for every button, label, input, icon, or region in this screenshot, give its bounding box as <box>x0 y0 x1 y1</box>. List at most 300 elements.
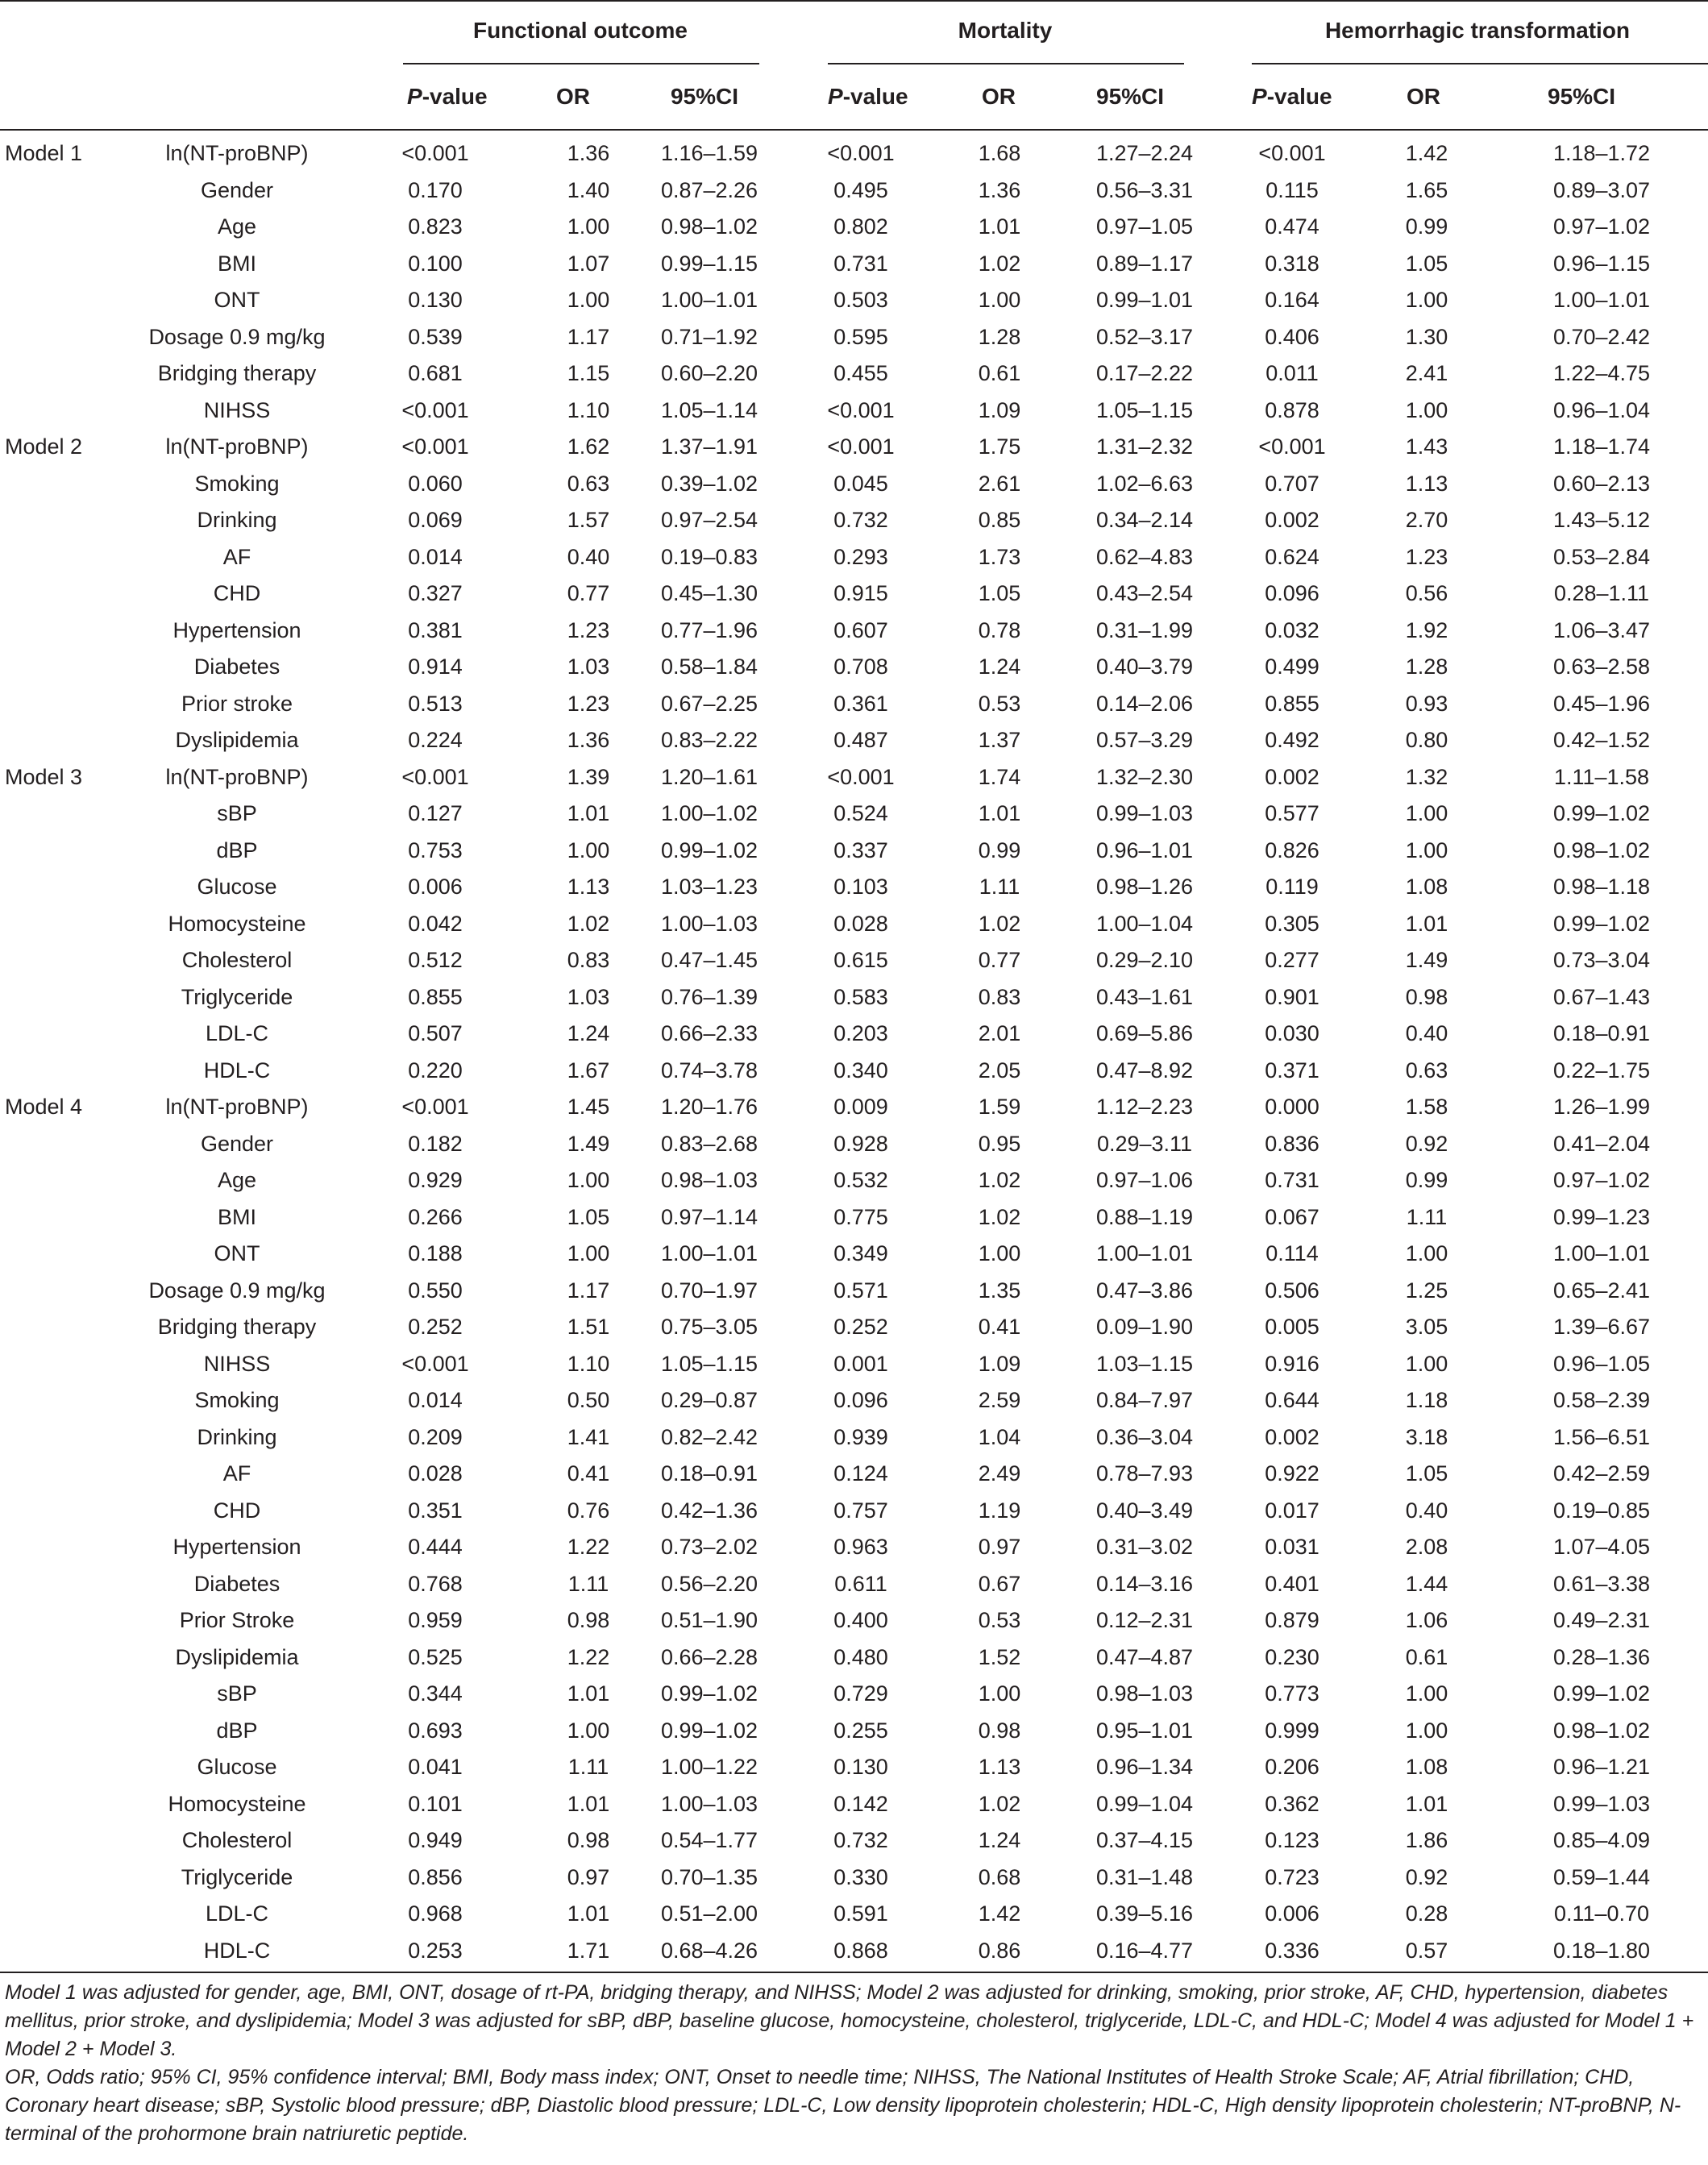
mortality-ci-cell: 0.56–3.31 <box>1095 177 1194 202</box>
mortality-or-cell: 1.74 <box>978 764 1021 789</box>
functional-ci-cell: 0.82–2.42 <box>660 1424 758 1449</box>
mortality-p-value-cell: 0.096 <box>833 1388 888 1412</box>
mortality-p-value-cell: <0.001 <box>827 764 895 789</box>
mortality-p-value-cell: 0.503 <box>833 288 888 312</box>
mortality-or-cell: 1.35 <box>978 1278 1021 1303</box>
mortality-p-value-cell: <0.001 <box>827 141 895 165</box>
mortality-p-value-cell: 0.732 <box>833 508 888 532</box>
variable-label: Bridging therapy <box>157 361 317 385</box>
functional-p-value-cell: 0.929 <box>408 1168 463 1192</box>
functional-p-value-cell: 0.513 <box>408 691 463 716</box>
mortality-p-value-cell: 0.455 <box>833 361 888 385</box>
hemorrhagic-ci-cell: 0.28–1.11 <box>1553 581 1650 605</box>
hemorrhagic-or-cell: 1.01 <box>1405 911 1448 936</box>
hemorrhagic-ci-cell: 0.96–1.05 <box>1552 1351 1651 1376</box>
functional-or-cell: 1.01 <box>567 1901 610 1926</box>
functional-p-value-cell: 0.539 <box>408 324 463 349</box>
hemorrhagic-ci-cell: 0.61–3.38 <box>1552 1571 1651 1596</box>
functional-p-value-cell: 0.028 <box>408 1461 463 1486</box>
hemorrhagic-or-cell: 1.18 <box>1405 1388 1448 1412</box>
functional-p-value-cell: 0.444 <box>408 1535 463 1559</box>
functional-or-cell: 1.07 <box>567 251 610 276</box>
hemorrhagic-or-cell: 1.06 <box>1405 1608 1448 1632</box>
variable-label: Prior Stroke <box>179 1608 295 1632</box>
hemorrhagic-p-value-cell: 0.114 <box>1265 1241 1319 1265</box>
hemorrhagic-or-cell: 1.05 <box>1405 1461 1448 1486</box>
mortality-ci-cell: 0.78–7.93 <box>1095 1461 1194 1486</box>
footnote-models: Model 1 was adjusted for gender, age, BMI, ONT, dosage of rt-PA, bridging therapy, and NIHSS; Model 2 was adjusted for drinking, smoking, prior stroke, AF, CHD, hypertension, diabetes mellitus, prior stroke, and dyslipidemia; Model 3 was adjusted for sBP, dBP, baseline glucose, homocysteine, cholesterol, triglyceride, LDL-C, and HDL-C; Model 4 was adjusted for Model 1 + Model 2 + Model 3. <box>5 1981 1694 2060</box>
functional-ci-cell: 0.99–1.02 <box>660 1681 758 1706</box>
mortality-or-cell: 1.75 <box>978 434 1021 459</box>
functional-ci-cell: 0.56–2.20 <box>660 1571 758 1596</box>
functional-p-value-cell: 0.753 <box>408 837 463 862</box>
functional-p-value-cell: <0.001 <box>401 434 469 459</box>
hemorrhagic-p-value-cell: 0.723 <box>1265 1864 1319 1889</box>
functional-p-value-cell: 0.042 <box>408 911 463 936</box>
hemorrhagic-ci-cell: 0.45–1.96 <box>1552 691 1651 716</box>
functional-ci-cell: 1.05–1.15 <box>660 1351 758 1376</box>
mortality-ci-cell: 0.47–8.92 <box>1095 1058 1194 1082</box>
functional-or-cell: 1.49 <box>567 1131 610 1156</box>
functional-ci-cell: 0.18–0.91 <box>660 1461 758 1486</box>
functional-p-value-cell: 0.006 <box>408 875 463 899</box>
hemorrhagic-or-cell: 1.49 <box>1405 948 1448 972</box>
functional-p-value-cell: 0.949 <box>408 1828 463 1852</box>
hemorrhagic-p-value-cell: 0.017 <box>1265 1498 1319 1523</box>
mortality-ci-cell: 1.31–2.32 <box>1095 434 1194 459</box>
hemorrhagic-or-cell: 1.65 <box>1405 177 1448 202</box>
variable-label: Smoking <box>194 1388 280 1412</box>
functional-ci-cell: 1.20–1.76 <box>660 1095 758 1119</box>
mortality-p-value-cell: 0.868 <box>833 1938 888 1963</box>
mortality-p-value-cell: 0.775 <box>833 1204 888 1229</box>
mortality-ci-cell: 0.36–3.04 <box>1095 1424 1194 1449</box>
variable-label: AF <box>222 1461 251 1486</box>
functional-ci-cell: 0.42–1.36 <box>660 1498 758 1523</box>
mortality-or-cell: 1.42 <box>978 1901 1021 1926</box>
variable-label: Dosage 0.9 mg/kg <box>148 1278 326 1303</box>
variable-label: sBP <box>217 801 257 825</box>
variable-label: LDL-C <box>205 1021 269 1045</box>
mortality-ci-cell: 0.57–3.29 <box>1095 728 1194 752</box>
mortality-or-cell: 1.02 <box>978 911 1021 936</box>
functional-ci-cell: 0.19–0.83 <box>660 544 758 569</box>
functional-ci-cell: 1.37–1.91 <box>660 434 758 459</box>
mortality-ci-cell: 0.95–1.01 <box>1095 1718 1194 1743</box>
hemorrhagic-or-cell: 0.92 <box>1405 1864 1448 1889</box>
hemorrhagic-ci-cell: 0.49–2.31 <box>1552 1608 1651 1632</box>
mortality-or-cell: 0.77 <box>978 948 1021 972</box>
bottom-rule <box>0 1972 1708 1973</box>
hemorrhagic-p-value-cell: 0.002 <box>1265 508 1319 532</box>
mortality-or-cell: 1.09 <box>978 1351 1021 1376</box>
functional-or-cell: 0.98 <box>567 1608 610 1632</box>
mortality-ci-cell: 0.96–1.34 <box>1095 1755 1194 1779</box>
hemorrhagic-ci-cell: 0.99–1.03 <box>1552 1791 1651 1816</box>
variable-label: BMI <box>217 251 256 276</box>
functional-ci-cell: 1.00–1.01 <box>660 1241 758 1265</box>
functional-or-cell: 0.50 <box>567 1388 610 1412</box>
mortality-ci-cell: 0.31–1.99 <box>1095 617 1194 642</box>
functional-ci-cell: 0.75–3.05 <box>660 1315 758 1339</box>
hemorrhagic-or-cell: 0.80 <box>1405 728 1448 752</box>
mortality-p-value-cell: 0.963 <box>833 1535 888 1559</box>
functional-ci-cell: 0.60–2.20 <box>660 361 758 385</box>
functional-or-cell: 1.24 <box>567 1021 610 1045</box>
mortality-p-value-cell: 0.349 <box>833 1241 888 1265</box>
variable-label: dBP <box>216 837 258 862</box>
hemorrhagic-ci-cell: 0.22–1.75 <box>1552 1058 1651 1082</box>
hemorrhagic-ci-cell: 0.67–1.43 <box>1552 984 1651 1009</box>
mortality-or-cell: 1.02 <box>978 1791 1021 1816</box>
hemorrhagic-or-cell: 0.63 <box>1405 1058 1448 1082</box>
functional-or-cell: 1.15 <box>567 361 610 385</box>
variable-label: BMI <box>217 1204 256 1229</box>
mortality-or-cell: 2.61 <box>978 471 1021 496</box>
mortality-p-value-cell: 0.337 <box>833 837 888 862</box>
mortality-p-value-cell: 0.532 <box>833 1168 888 1192</box>
variable-label: Hypertension <box>172 1535 301 1559</box>
functional-or-cell: 0.63 <box>567 471 610 496</box>
hemorrhagic-or-cell: 1.44 <box>1405 1571 1448 1596</box>
mortality-p-value-cell: 0.361 <box>833 691 888 716</box>
hemorrhagic-p-value-cell: 0.031 <box>1265 1535 1319 1559</box>
variable-label: Dyslipidemia <box>175 1644 299 1669</box>
hemorrhagic-or-cell: 2.41 <box>1405 361 1448 385</box>
functional-p-value-cell: 0.959 <box>408 1608 463 1632</box>
subheader-p-value: P-value <box>1252 84 1332 109</box>
mortality-ci-cell: 1.12–2.23 <box>1095 1095 1194 1119</box>
functional-or-cell: 1.01 <box>567 801 610 825</box>
hemorrhagic-or-cell: 1.92 <box>1405 617 1448 642</box>
hemorrhagic-or-cell: 1.08 <box>1405 1755 1448 1779</box>
mortality-ci-cell: 1.00–1.01 <box>1095 1241 1194 1265</box>
subheader-or: OR <box>982 84 1016 109</box>
functional-ci-cell: 0.98–1.03 <box>660 1168 758 1192</box>
functional-ci-cell: 0.58–1.84 <box>660 654 758 679</box>
mortality-ci-cell: 0.34–2.14 <box>1095 508 1194 532</box>
hemorrhagic-ci-cell: 0.89–3.07 <box>1552 177 1651 202</box>
mortality-p-value-cell: 0.611 <box>834 1571 887 1596</box>
hemorrhagic-ci-cell: 1.43–5.12 <box>1552 508 1651 532</box>
functional-or-cell: 1.00 <box>567 288 610 312</box>
hemorrhagic-p-value-cell: 0.406 <box>1265 324 1319 349</box>
mortality-or-cell: 2.01 <box>978 1021 1021 1045</box>
mortality-or-cell: 1.52 <box>978 1644 1021 1669</box>
functional-ci-cell: 0.47–1.45 <box>660 948 758 972</box>
hemorrhagic-p-value-cell: 0.000 <box>1265 1095 1319 1119</box>
functional-or-cell: 1.13 <box>567 875 610 899</box>
table-footnotes <box>5 1979 1702 2148</box>
hemorrhagic-or-cell: 0.57 <box>1405 1938 1448 1963</box>
hemorrhagic-ci-cell: 0.98–1.18 <box>1552 875 1651 899</box>
mortality-or-cell: 0.78 <box>978 617 1021 642</box>
hemorrhagic-ci-cell: 0.42–1.52 <box>1552 728 1651 752</box>
mortality-or-cell: 1.02 <box>978 251 1021 276</box>
hemorrhagic-p-value-cell: <0.001 <box>1258 434 1326 459</box>
mortality-ci-cell: 0.47–3.86 <box>1095 1278 1194 1303</box>
functional-p-value-cell: 0.100 <box>408 251 463 276</box>
mortality-ci-cell: 0.43–1.61 <box>1095 984 1194 1009</box>
hemorrhagic-p-value-cell: 0.096 <box>1265 581 1319 605</box>
functional-p-value-cell: 0.127 <box>408 801 463 825</box>
mortality-p-value-cell: 0.130 <box>833 1755 888 1779</box>
functional-p-value-cell: 0.266 <box>408 1204 463 1229</box>
mortality-p-value-cell: 0.252 <box>833 1315 888 1339</box>
mortality-ci-cell: 0.17–2.22 <box>1095 361 1194 385</box>
mortality-or-cell: 1.59 <box>978 1095 1021 1119</box>
functional-ci-cell: 0.66–2.33 <box>660 1021 758 1045</box>
functional-or-cell: 1.45 <box>567 1095 610 1119</box>
hemorrhagic-or-cell: 2.08 <box>1405 1535 1448 1559</box>
hemorrhagic-p-value-cell: 0.305 <box>1265 911 1319 936</box>
group-underline-functional-outcome <box>403 63 759 64</box>
functional-p-value-cell: 0.060 <box>408 471 463 496</box>
functional-ci-cell: 0.98–1.02 <box>660 214 758 239</box>
hemorrhagic-or-cell: 1.43 <box>1405 434 1448 459</box>
functional-ci-cell: 0.51–2.00 <box>660 1901 758 1926</box>
variable-label: CHD <box>213 581 261 605</box>
functional-ci-cell: 1.03–1.23 <box>660 875 758 899</box>
mortality-p-value-cell: 0.340 <box>833 1058 888 1082</box>
hemorrhagic-p-value-cell: 0.499 <box>1265 654 1319 679</box>
functional-p-value-cell: 0.381 <box>408 617 463 642</box>
mortality-p-value-cell: 0.293 <box>833 544 888 569</box>
mortality-p-value-cell: 0.928 <box>833 1131 888 1156</box>
mortality-or-cell: 1.28 <box>978 324 1021 349</box>
functional-or-cell: 1.71 <box>567 1938 610 1963</box>
hemorrhagic-p-value-cell: 0.999 <box>1265 1718 1319 1743</box>
functional-or-cell: 0.40 <box>567 544 610 569</box>
mortality-p-value-cell: 0.045 <box>833 471 888 496</box>
mortality-p-value-cell: 0.731 <box>833 251 888 276</box>
model-label: Model 4 <box>5 1095 83 1119</box>
mortality-p-value-cell: 0.480 <box>833 1644 888 1669</box>
mortality-or-cell: 1.02 <box>978 1168 1021 1192</box>
mortality-p-value-cell: 0.103 <box>833 875 888 899</box>
functional-ci-cell: 1.00–1.22 <box>660 1755 758 1779</box>
hemorrhagic-p-value-cell: 0.707 <box>1265 471 1319 496</box>
hemorrhagic-or-cell: 0.40 <box>1405 1498 1448 1523</box>
functional-or-cell: 1.03 <box>567 984 610 1009</box>
mortality-or-cell: 0.53 <box>978 1608 1021 1632</box>
variable-label: NIHSS <box>203 397 271 422</box>
functional-ci-cell: 0.76–1.39 <box>660 984 758 1009</box>
mortality-ci-cell: 0.16–4.77 <box>1095 1938 1194 1963</box>
functional-or-cell: 0.83 <box>567 948 610 972</box>
hemorrhagic-or-cell: 1.00 <box>1405 397 1448 422</box>
hemorrhagic-or-cell: 1.25 <box>1405 1278 1448 1303</box>
functional-or-cell: 1.01 <box>567 1791 610 1816</box>
variable-label: Cholesterol <box>181 948 293 972</box>
hemorrhagic-or-cell: 1.05 <box>1405 251 1448 276</box>
mortality-or-cell: 1.00 <box>978 1681 1021 1706</box>
hemorrhagic-ci-cell: 0.63–2.58 <box>1552 654 1651 679</box>
variable-label: Glucose <box>197 875 277 899</box>
hemorrhagic-or-cell: 1.01 <box>1405 1791 1448 1816</box>
mortality-p-value-cell: 0.915 <box>833 581 888 605</box>
hemorrhagic-p-value-cell: 0.030 <box>1265 1021 1319 1045</box>
functional-or-cell: 1.57 <box>567 508 610 532</box>
functional-or-cell: 1.02 <box>567 911 610 936</box>
hemorrhagic-p-value-cell: 0.916 <box>1265 1351 1319 1376</box>
functional-or-cell: 1.00 <box>567 214 610 239</box>
hemorrhagic-ci-cell: 0.98–1.02 <box>1552 1718 1651 1743</box>
functional-ci-cell: 0.97–1.14 <box>660 1204 758 1229</box>
variable-label: LDL-C <box>205 1901 269 1926</box>
mortality-p-value-cell: 0.607 <box>833 617 888 642</box>
mortality-or-cell: 0.98 <box>978 1718 1021 1743</box>
functional-or-cell: 0.76 <box>567 1498 610 1523</box>
hemorrhagic-p-value-cell: 0.506 <box>1265 1278 1319 1303</box>
functional-ci-cell: 1.16–1.59 <box>660 141 758 165</box>
functional-p-value-cell: 0.681 <box>408 361 463 385</box>
functional-ci-cell: 0.54–1.77 <box>660 1828 758 1852</box>
hemorrhagic-ci-cell: 0.99–1.02 <box>1552 1681 1651 1706</box>
header-rule <box>0 129 1708 131</box>
hemorrhagic-p-value-cell: 0.206 <box>1265 1755 1319 1779</box>
mortality-p-value-cell: 0.009 <box>833 1095 888 1119</box>
hemorrhagic-ci-cell: 1.56–6.51 <box>1552 1424 1651 1449</box>
functional-p-value-cell: 0.041 <box>408 1755 463 1779</box>
hemorrhagic-or-cell: 2.70 <box>1405 508 1448 532</box>
hemorrhagic-or-cell: 1.08 <box>1405 875 1448 899</box>
functional-p-value-cell: 0.693 <box>408 1718 463 1743</box>
hemorrhagic-or-cell: 0.61 <box>1405 1644 1448 1669</box>
hemorrhagic-or-cell: 1.00 <box>1405 837 1448 862</box>
hemorrhagic-p-value-cell: 0.922 <box>1265 1461 1319 1486</box>
mortality-ci-cell: 0.12–2.31 <box>1095 1608 1194 1632</box>
functional-p-value-cell: 0.507 <box>408 1021 463 1045</box>
hemorrhagic-p-value-cell: 0.119 <box>1265 875 1319 899</box>
mortality-or-cell: 0.85 <box>978 508 1021 532</box>
functional-ci-cell: 0.29–0.87 <box>660 1388 758 1412</box>
mortality-ci-cell: 1.32–2.30 <box>1095 764 1194 789</box>
hemorrhagic-or-cell: 0.99 <box>1405 1168 1448 1192</box>
mortality-or-cell: 0.53 <box>978 691 1021 716</box>
hemorrhagic-p-value-cell: 0.879 <box>1265 1608 1319 1632</box>
mortality-or-cell: 0.95 <box>978 1131 1021 1156</box>
functional-or-cell: 1.00 <box>567 1168 610 1192</box>
mortality-ci-cell: 0.89–1.17 <box>1095 251 1194 276</box>
mortality-p-value-cell: 0.495 <box>833 177 888 202</box>
mortality-ci-cell: 0.99–1.03 <box>1095 801 1194 825</box>
hemorrhagic-p-value-cell: 0.901 <box>1265 984 1319 1009</box>
functional-ci-cell: 0.74–3.78 <box>660 1058 758 1082</box>
mortality-ci-cell: 0.62–4.83 <box>1095 544 1194 569</box>
mortality-ci-cell: 0.31–1.48 <box>1095 1864 1194 1889</box>
hemorrhagic-p-value-cell: 0.002 <box>1265 764 1319 789</box>
mortality-p-value-cell: 0.001 <box>833 1351 888 1376</box>
mortality-p-value-cell: 0.571 <box>833 1278 888 1303</box>
mortality-ci-cell: 1.02–6.63 <box>1095 471 1194 496</box>
model-label: Model 3 <box>5 764 83 789</box>
hemorrhagic-ci-cell: 0.99–1.02 <box>1552 911 1651 936</box>
mortality-or-cell: 0.97 <box>978 1535 1021 1559</box>
mortality-ci-cell: 0.97–1.06 <box>1095 1168 1194 1192</box>
variable-label: Age <box>217 214 257 239</box>
functional-or-cell: 1.40 <box>567 177 610 202</box>
top-rule <box>0 0 1708 2</box>
subheader-ci: 95%CI <box>1096 84 1165 109</box>
hemorrhagic-p-value-cell: 0.577 <box>1265 801 1319 825</box>
hemorrhagic-or-cell: 1.00 <box>1405 1681 1448 1706</box>
mortality-or-cell: 1.05 <box>978 581 1021 605</box>
mortality-or-cell: 1.04 <box>978 1424 1021 1449</box>
mortality-ci-cell: 0.88–1.19 <box>1095 1204 1194 1229</box>
variable-label: AF <box>222 544 251 569</box>
mortality-ci-cell: 0.98–1.26 <box>1095 875 1194 899</box>
hemorrhagic-ci-cell: 0.18–0.91 <box>1552 1021 1651 1045</box>
hemorrhagic-or-cell: 1.23 <box>1405 544 1448 569</box>
hemorrhagic-ci-cell: 0.41–2.04 <box>1552 1131 1651 1156</box>
functional-or-cell: 1.00 <box>567 837 610 862</box>
hemorrhagic-p-value-cell: 0.773 <box>1265 1681 1319 1706</box>
hemorrhagic-ci-cell: 1.00–1.01 <box>1552 288 1651 312</box>
hemorrhagic-or-cell: 1.86 <box>1405 1828 1448 1852</box>
mortality-or-cell: 2.59 <box>978 1388 1021 1412</box>
variable-label: HDL-C <box>203 1058 271 1082</box>
hemorrhagic-or-cell: 1.00 <box>1405 1241 1448 1265</box>
hemorrhagic-p-value-cell: 0.362 <box>1265 1791 1319 1816</box>
variable-label: ln(NT-proBNP) <box>165 141 309 165</box>
variable-label: Homocysteine <box>168 911 306 936</box>
functional-ci-cell: 1.00–1.01 <box>660 288 758 312</box>
subheader-p-value: P-value <box>828 84 908 109</box>
mortality-ci-cell: 0.98–1.03 <box>1095 1681 1194 1706</box>
hemorrhagic-p-value-cell: 0.878 <box>1265 397 1319 422</box>
group-underline-mortality <box>828 63 1184 64</box>
variable-label: Smoking <box>194 471 280 496</box>
hemorrhagic-p-value-cell: 0.731 <box>1265 1168 1319 1192</box>
hemorrhagic-ci-cell: 1.18–1.74 <box>1552 434 1651 459</box>
functional-p-value-cell: 0.968 <box>408 1901 463 1926</box>
hemorrhagic-ci-cell: 0.99–1.23 <box>1552 1204 1651 1229</box>
functional-ci-cell: 1.00–1.03 <box>660 911 758 936</box>
hemorrhagic-p-value-cell: 0.005 <box>1265 1315 1319 1339</box>
hemorrhagic-p-value-cell: 0.115 <box>1265 177 1319 202</box>
functional-or-cell: 1.22 <box>567 1535 610 1559</box>
functional-ci-cell: 0.73–2.02 <box>660 1535 758 1559</box>
hemorrhagic-ci-cell: 0.73–3.04 <box>1552 948 1651 972</box>
hemorrhagic-or-cell: 1.11 <box>1406 1204 1448 1229</box>
variable-label: NIHSS <box>203 1351 271 1376</box>
functional-p-value-cell: 0.855 <box>408 984 463 1009</box>
mortality-ci-cell: 0.37–4.15 <box>1095 1828 1194 1852</box>
hemorrhagic-ci-cell: 1.18–1.72 <box>1552 141 1651 165</box>
functional-or-cell: 1.01 <box>567 1681 610 1706</box>
mortality-p-value-cell: 0.729 <box>833 1681 888 1706</box>
hemorrhagic-or-cell: 1.28 <box>1405 654 1448 679</box>
variable-label: Glucose <box>197 1755 277 1779</box>
functional-ci-cell: 0.99–1.15 <box>660 251 758 276</box>
hemorrhagic-ci-cell: 0.28–1.36 <box>1552 1644 1651 1669</box>
variable-label: Prior stroke <box>181 691 293 716</box>
variable-label: Diabetes <box>193 1571 281 1596</box>
functional-ci-cell: 0.99–1.02 <box>660 837 758 862</box>
functional-p-value-cell: 0.768 <box>408 1571 463 1596</box>
mortality-ci-cell: 0.29–3.11 <box>1096 1131 1193 1156</box>
functional-ci-cell: 1.00–1.03 <box>660 1791 758 1816</box>
mortality-or-cell: 2.05 <box>978 1058 1021 1082</box>
functional-ci-cell: 1.00–1.02 <box>660 801 758 825</box>
mortality-ci-cell: 0.43–2.54 <box>1095 581 1194 605</box>
hemorrhagic-or-cell: 1.58 <box>1405 1095 1448 1119</box>
hemorrhagic-or-cell: 1.00 <box>1405 288 1448 312</box>
hemorrhagic-p-value-cell: 0.474 <box>1265 214 1319 239</box>
functional-p-value-cell: <0.001 <box>401 764 469 789</box>
hemorrhagic-p-value-cell: 0.006 <box>1265 1901 1319 1926</box>
